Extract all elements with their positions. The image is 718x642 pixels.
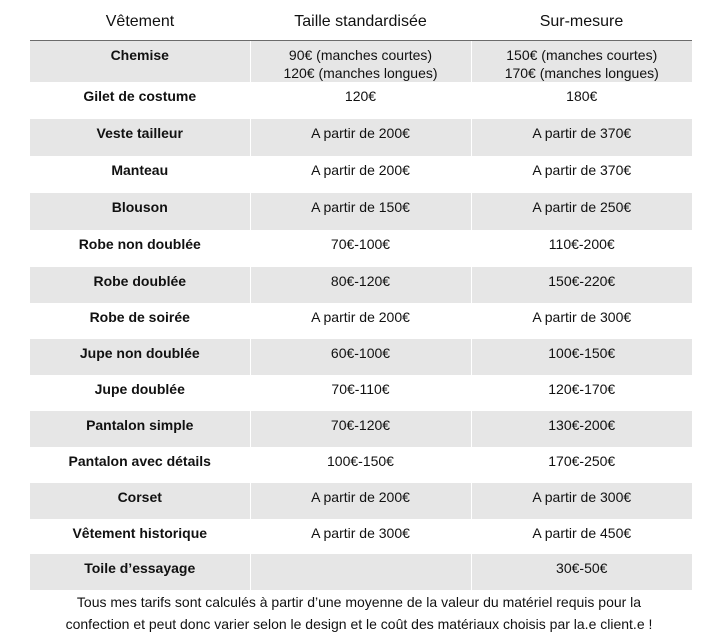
pricing-note [0,591,718,635]
price-line: A partir de 200€ [311,162,410,178]
table-row [30,193,692,230]
price-line: A partir de 200€ [311,125,410,141]
standard-price-cell [250,411,471,447]
table-row [30,156,692,193]
custom-price-cell [471,303,692,339]
garment-cell: Pantalon avec détails [68,453,211,469]
price-line: 170€ (manches longues) [504,65,659,81]
price-line: 70€-120€ [330,417,391,433]
price-line: 120€ (manches longues) [283,65,438,81]
price-line: A partir de 200€ [311,309,410,325]
standard-price-cell [250,447,471,483]
garment-cell: Manteau [111,162,169,178]
table-row [30,41,692,83]
standard-price-cell [250,41,471,83]
standard-price-cell [250,119,471,156]
price-line: 70€-110€ [331,381,390,397]
garment-cell: Robe doublée [30,267,250,303]
pricing-note-line-1: Tous mes tarifs sont calculés à partir d’une moyenne de la valeur du matériel requis pour la [76,594,642,610]
custom-price-cell [471,82,692,119]
custom-price-cell [471,411,692,447]
table-row [30,483,692,519]
price-table [30,4,692,590]
table-row [30,119,692,156]
custom-price-cell [471,119,692,156]
table-row [30,447,692,483]
table-row [30,303,692,339]
standard-price-cell [250,156,471,193]
custom-price-cell [471,230,692,267]
pricing-note-line-2: confection et peut donc varier selon le design et le coût des matériaux choisis par la.e client.e ! [65,616,653,632]
standard-price-cell [250,519,471,554]
standard-price-cell [250,339,471,375]
table-header-row [30,4,692,41]
price-line: 150€ (manches courtes) [506,47,658,63]
custom-price-cell [471,267,692,303]
price-line: 80€-120€ [330,273,391,289]
price-line: A partir de 300€ [311,525,410,541]
price-line: 150€-220€ [548,273,616,289]
price-line: 30€-50€ [556,560,608,576]
custom-price-cell [471,156,692,193]
price-line: A partir de 450€ [532,525,632,541]
price-line: A partir de 300€ [532,309,632,325]
table-body [30,41,692,591]
garment-cell: Vêtement historique [72,525,208,541]
table-row [30,519,692,554]
garment-cell: Toile d’essayage [30,554,250,590]
garment-cell: Chemise [30,41,250,83]
custom-price-cell [471,554,692,590]
price-line: 100€-150€ [327,453,394,469]
price-line: 90€ (manches courtes) [288,47,433,63]
price-line: A partir de 370€ [532,125,632,141]
standard-price-cell [250,193,471,230]
table-row [30,554,692,590]
table-row [30,267,692,303]
column-header-garment: Vêtement [30,4,250,41]
price-line: 60€-100€ [330,345,391,361]
table-row [30,82,692,119]
custom-price-cell [471,483,692,519]
price-line: 170€-250€ [548,453,616,469]
price-line: A partir de 300€ [532,489,632,505]
custom-price-cell [471,193,692,230]
garment-cell: Robe non doublée [78,236,201,252]
table-row [30,375,692,411]
standard-price-cell [250,554,471,590]
price-line: 110€-200€ [548,236,615,252]
custom-price-cell [471,519,692,554]
standard-price-cell [250,230,471,267]
price-line: 130€-200€ [548,417,616,433]
custom-price-cell [471,339,692,375]
standard-price-cell [250,82,471,119]
garment-cell: Jupe non doublée [30,339,250,375]
garment-cell: Pantalon simple [30,411,250,447]
custom-price-cell [471,447,692,483]
price-line: A partir de 150€ [311,199,410,215]
garment-cell: Gilet de costume [83,88,197,104]
price-line: 120€-170€ [548,381,616,397]
table-row [30,411,692,447]
standard-price-cell [250,483,471,519]
price-line: A partir de 250€ [532,199,632,215]
price-line: 100€-150€ [548,345,616,361]
garment-cell: Blouson [30,193,250,230]
price-line: A partir de 370€ [532,162,632,178]
garment-cell: Jupe doublée [94,381,185,397]
standard-price-cell [250,267,471,303]
table-row [30,230,692,267]
price-line: 180€ [566,88,598,104]
price-line: A partir de 200€ [311,489,410,505]
table-row [30,339,692,375]
garment-cell: Corset [30,483,250,519]
standard-price-cell [250,303,471,339]
price-line: 120€ [344,88,377,104]
garment-cell: Veste tailleur [30,119,250,156]
column-header-custom-made: Sur-mesure [471,4,692,41]
column-header-standard-size: Taille standardisée [250,4,471,41]
price-line: 70€-100€ [330,236,391,252]
garment-cell: Robe de soirée [89,309,190,325]
standard-price-cell [250,375,471,411]
custom-price-cell [471,41,692,83]
custom-price-cell [471,375,692,411]
